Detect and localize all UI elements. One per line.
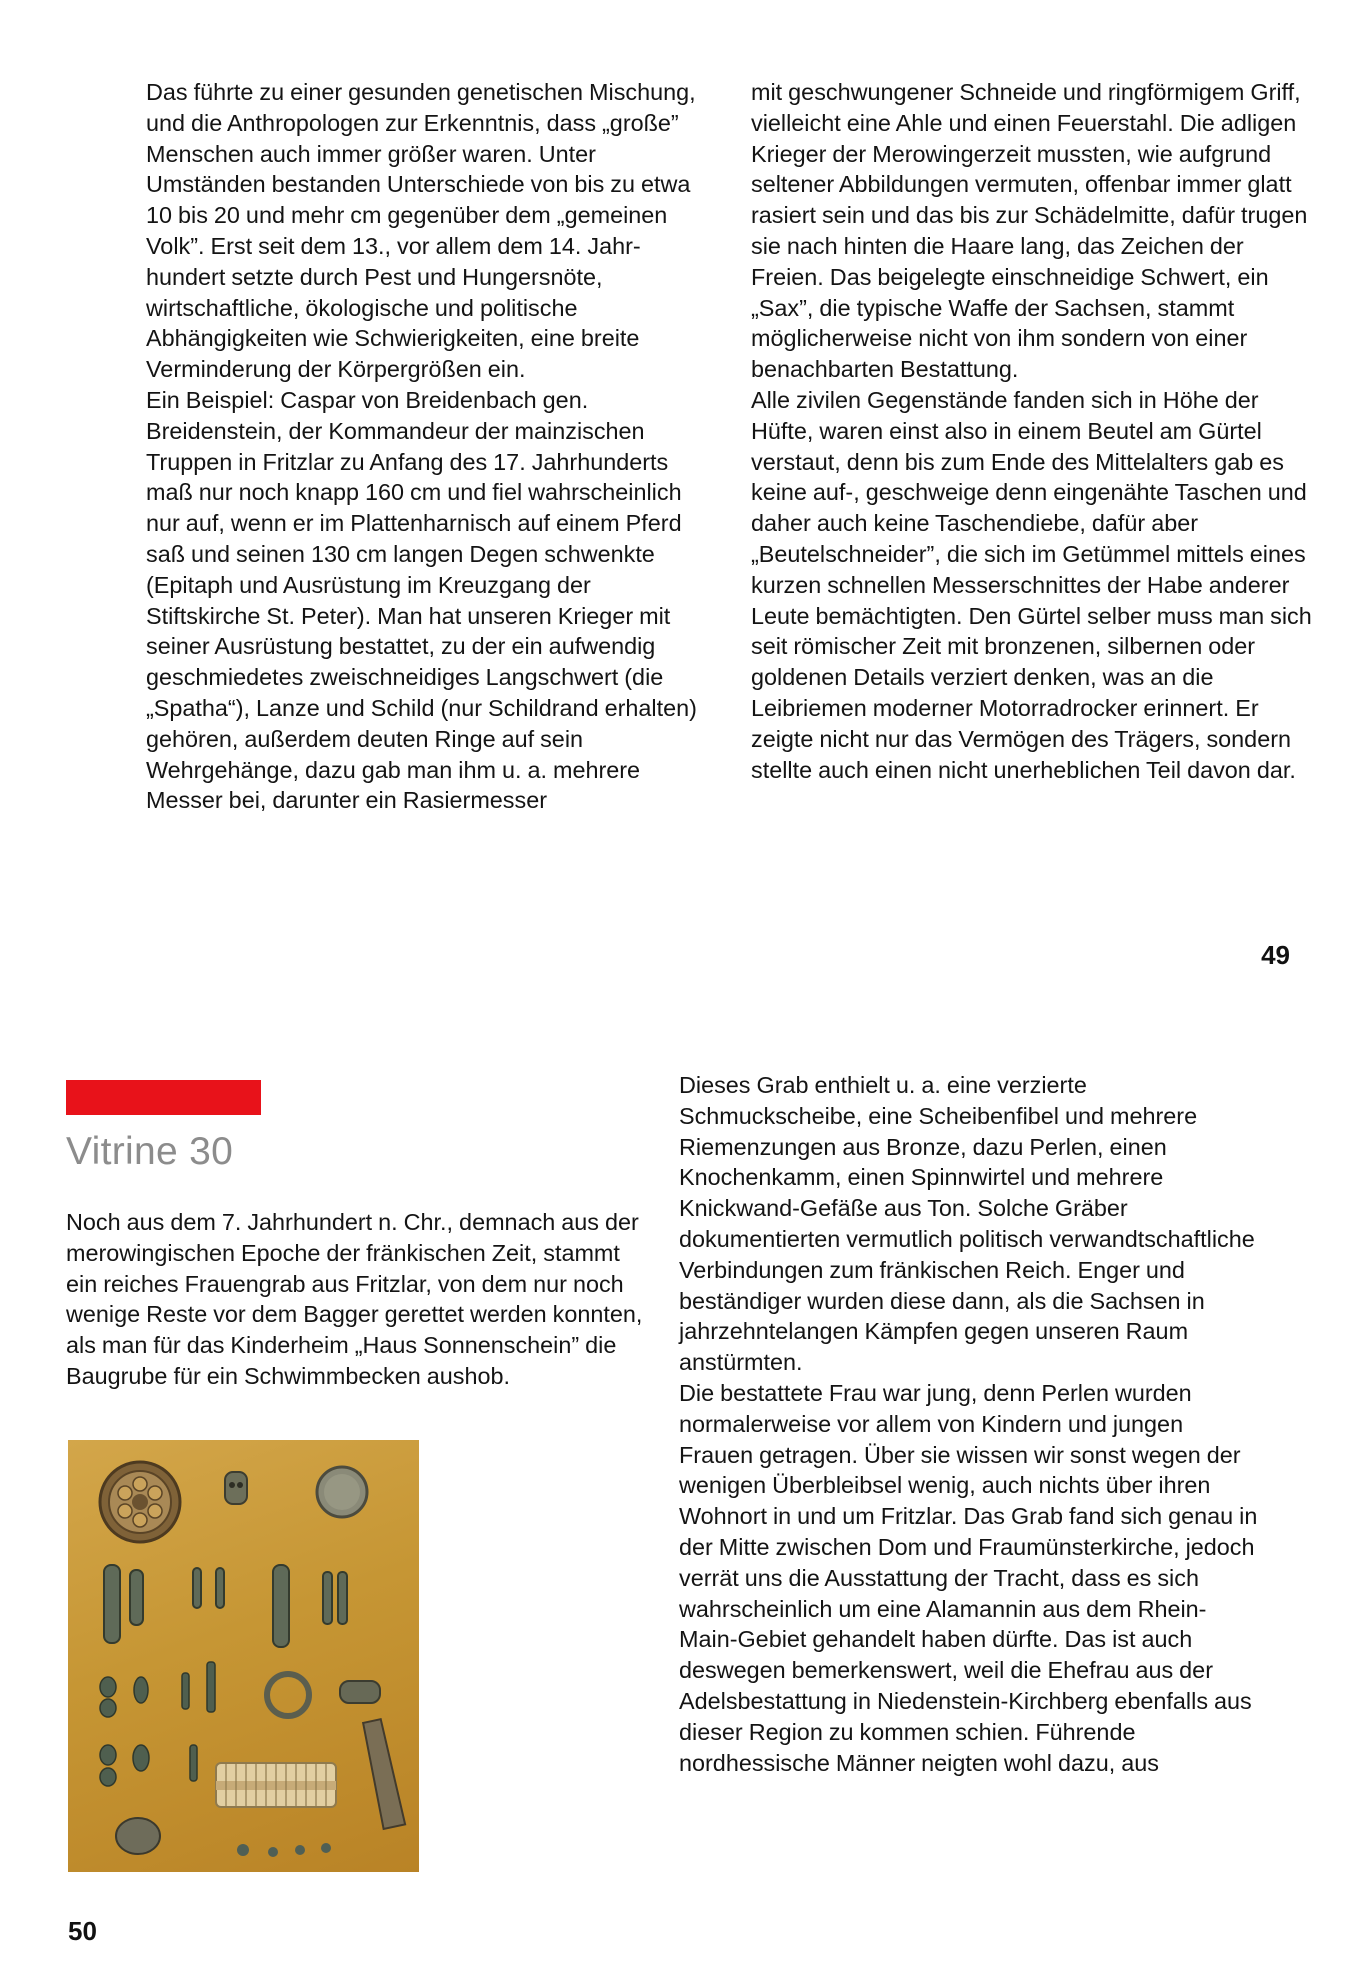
page-49 xyxy=(0,0,1366,982)
bone-comb xyxy=(216,1763,336,1807)
vitrine-artifacts-photo xyxy=(68,1440,419,1872)
paragraph: Ein Beispiel: Caspar von Breidenbach gen. Breidenstein, der Kommandeur der mainzischen Truppen in Fritzlar zu Anfang des 17. Jahrhunderts maß nur noch knapp 160 cm und fiel wahrscheinlich nur auf, wenn er im Plattenharnisch auf einem Pferd saß und seinen 130 cm langen Degen schwenkte (Epitaph und Ausrüstung im Kreuzgang der Stiftskirche St. Peter). Man hat unseren Krieger mit seiner Ausrüstung bestattet, zu der ein aufwendig geschmiedetes zweischneidiges Langschwert (die „Spatha“), Lanze und Schild (nur Schildrand erhalten) gehören, außerdem deuten Ringe auf sein Wehrgehänge, dazu gab man ihm u. a. mehrere Messer bei, darunter ein Rasiermesser xyxy=(146,386,697,814)
paragraph: Alle zivilen Gegenstände fanden sich in Höhe der Hüfte, waren einst also in einem Beutel am Gürtel verstaut, denn bis zum Ende des Mittelalters gab es keine auf-, geschweige denn eingenähte Taschen und daher auch keine Taschendiebe, dafür aber „Beutelschneider”, die sich im Getümmel mittels eines kurzen schnellen Messerschnittes der Habe anderer Leute bemächtigten. Den Gürtel selber muss man sich seit römischer Zeit mit bronzenen, silbernen oder goldenen Details verziert denken, was an die Leibriemen moderner Motorradrocker erinnert. Er zeigte nicht nur das Vermögen des Trägers, sondern stellte auch einen nicht unerheblichen Teil davon dar. xyxy=(751,386,1312,783)
intro-text xyxy=(66,1207,646,1392)
paragraph: Noch aus dem 7. Jahrhundert n. Chr., demnach aus der merowingischen Epoche der fränkischen Zeit, stammt ein reiches Frauengrab aus Fritzlar, von dem nur noch wenige Reste vor dem Bagger gerettet werden konnten, als man für das Kinderheim „Haus Sonnenschein” die Baugrube für ein Schwimmbecken aushob. xyxy=(66,1209,643,1389)
iron-knife xyxy=(361,1719,405,1829)
buckle xyxy=(340,1681,380,1703)
beads xyxy=(100,1662,215,1786)
paragraph: Dieses Grab enthielt u. a. eine verzierte Schmuckscheibe, eine Scheibenfibel und mehrere Riemenzungen aus Bronze, dazu Perlen, einen Knochenkamm, einen Spinnwirtel und mehrere Knickwand-Gefäße aus Ton. Solche Gräber dokumentierten vermutlich politisch verwandtschaftliche Verbindungen zum fränkischen Reich. Enger und beständiger wurden diese dann, als die Sachsen in jahrzehntelangen Kämpfen gegen unseren Raum anstürmten. xyxy=(679,1072,1255,1376)
spindle-whorl xyxy=(116,1818,160,1854)
text-column-right-bottom xyxy=(679,1070,1259,1778)
page-number: 50 xyxy=(68,1916,97,1946)
ring xyxy=(267,1674,309,1716)
mask-pendant xyxy=(225,1472,247,1504)
paragraph: Das führte zu einer gesunden genetischen Mischung, und die Anthropologen zur Erkenntnis, dass „große” Menschen auch immer größer waren. Unter Umständen bestanden Unterschiede von bis zu etwa 10 bis 20 und mehr cm gegenüber dem „gemeinen Volk”. Erst seit dem 13., vor allem dem 14. Jahrhundert setzte durch Pest und Hungersnöte, wirtschaftliche, ökologische und politische Abhängigkeiten wie Schwierigkeiten, eine breite Verminderung der Körpergrößen ein. xyxy=(146,79,696,383)
openwork-disc-brooch xyxy=(100,1462,180,1542)
paragraph: Die bestattete Frau war jung, denn Perlen wurden normalerweise vor allem von Kindern und jungen Frauen getragen. Über sie wissen wir sonst wegen der wenigen Überbleibsel wenig, auch nichts über ihren Wohnort in und um Fritzlar. Das Grab fand sich genau in der Mitte zwischen Dom und Fraumünsterkirche, jedoch verrät uns die Ausstattung der Tracht, dass es sich wahrscheinlich um eine Alamannin aus dem Rhein-Main-Gebiet gehandelt haben dürfte. Das ist auch deswegen bemerkenswert, weil die Ehefrau aus der Adelsbestattung in Niedenstein-Kirchberg ebenfalls aus dieser Region zu kommen schien. Führende nordhessische Männer neigten wohl dazu, aus xyxy=(679,1379,1258,1776)
section-heading: Vitrine 30 xyxy=(66,1130,234,1173)
text-column-right xyxy=(751,77,1316,785)
page-number: 49 xyxy=(1261,940,1290,970)
text-column-left xyxy=(146,77,706,816)
section-accent-bar xyxy=(66,1080,261,1115)
strap-ends xyxy=(104,1565,347,1647)
disc-fibula xyxy=(317,1467,367,1517)
paragraph: mit geschwungener Schneide und ringförmigem Griff, vielleicht eine Ahle und einen Feuerstahl. Die adligen Krieger der Merowingerzeit mussten, wie aufgrund seltener Abbildungen vermuten, offenbar immer glatt rasiert sein und das bis zur Schädelmitte, dafür trugen sie nach hinten die Haare lang, das Zeichen der Freien. Das beigelegte einschneidige Schwert, ein „Sax”, die typische Waffe der Sachsen, stammt möglicherweise nicht von ihm sondern von einer benachbarten Bestattung. xyxy=(751,79,1308,383)
small-beads-bottom xyxy=(237,1843,331,1857)
